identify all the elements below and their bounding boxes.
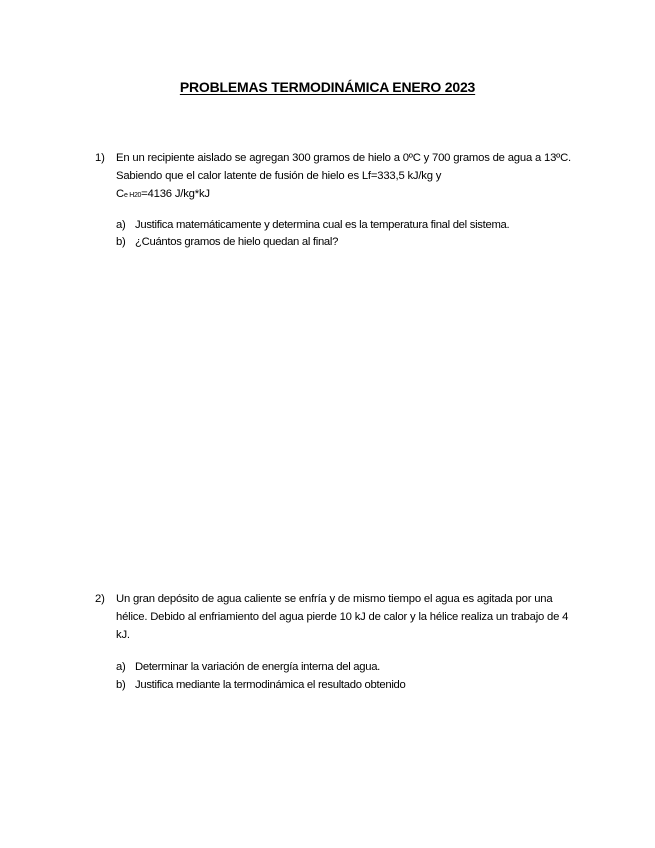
problem-number: 2) xyxy=(95,593,105,605)
problem-2 xyxy=(95,590,575,644)
subquestion-2a: a) Determinar la variación de energía interna del agua. xyxy=(116,661,381,673)
problem-statement: En un recipiente aislado se agregan 300 gramos de hielo a 0ºC y 700 gramos de agua a 13ºC. Sabiendo que el calor latente de fusión de hielo es Lf=333,5 kJ/kg y Ce H20=4136 J/kg*kJ xyxy=(116,152,571,200)
problem-number: 1) xyxy=(95,152,105,164)
subquestion-2b: b) Justifica mediante la termodinámica el resultado obtenido xyxy=(116,679,406,691)
page-title: PROBLEMAS TERMODINÁMICA ENERO 2023 xyxy=(179,79,476,95)
subquestion-1b: b) ¿Cuántos gramos de hielo quedan al final? xyxy=(116,236,339,248)
subquestion-1a: a) Justifica matemáticamente y determina cual es la temperatura final del sistema. xyxy=(116,219,510,231)
problem-statement: Un gran depósito de agua caliente se enfría y de mismo tiempo el agua es agitada por una hélice. Debido al enfriamiento del agua pierde 10 kJ de calor y la hélice realiza un trabajo de 4 kJ. xyxy=(116,593,569,641)
problem-1 xyxy=(95,149,575,205)
